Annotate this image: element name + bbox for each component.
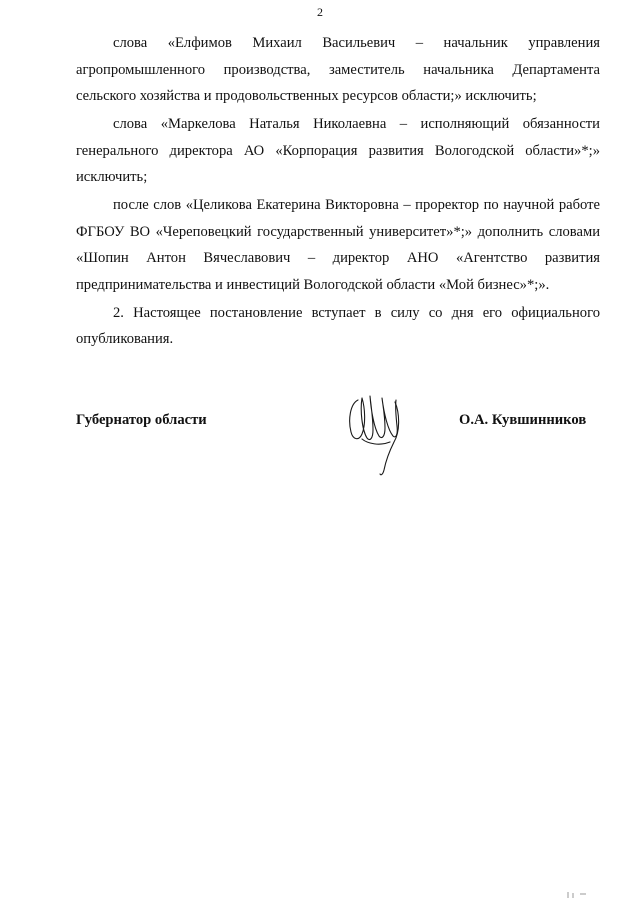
paragraph-add-shopin: после слов «Целикова Екатерина Викторовна – проректор по научной работе ФГБОУ ВО «Череповецкий государственный университет»*;» дополнить словами «Шопин Антон Вячеславович – директор АНО «Агентство развития предпринимательства и инвестиций Вологодской области «Мой бизнес»*;». [76,197,600,293]
document-body [76,30,600,354]
paragraph-remove-markelova: слова «Маркелова Наталья Николаевна – исполняющий обязанности генерального директора АО «Корпорация развития Вологодской области»*;» исключить; [76,116,600,185]
page-number: 2 [317,5,323,19]
paragraph-remove-elfimov: слова «Елфимов Михаил Васильевич – начальник управления агропромышленного производства, заместитель начальника Департамента сельского хозяйства и продовольственных ресурсов области;» исключить; [76,35,600,104]
signatory-name: О.А. Кувшинников [459,412,587,428]
signatory-title: Губернатор области [76,412,207,428]
paragraph-effective-date: 2. Настоящее постановление вступает в силу со дня его официального опубликования. [76,304,600,347]
scan-mark [566,889,590,899]
handwritten-signature [340,386,410,480]
